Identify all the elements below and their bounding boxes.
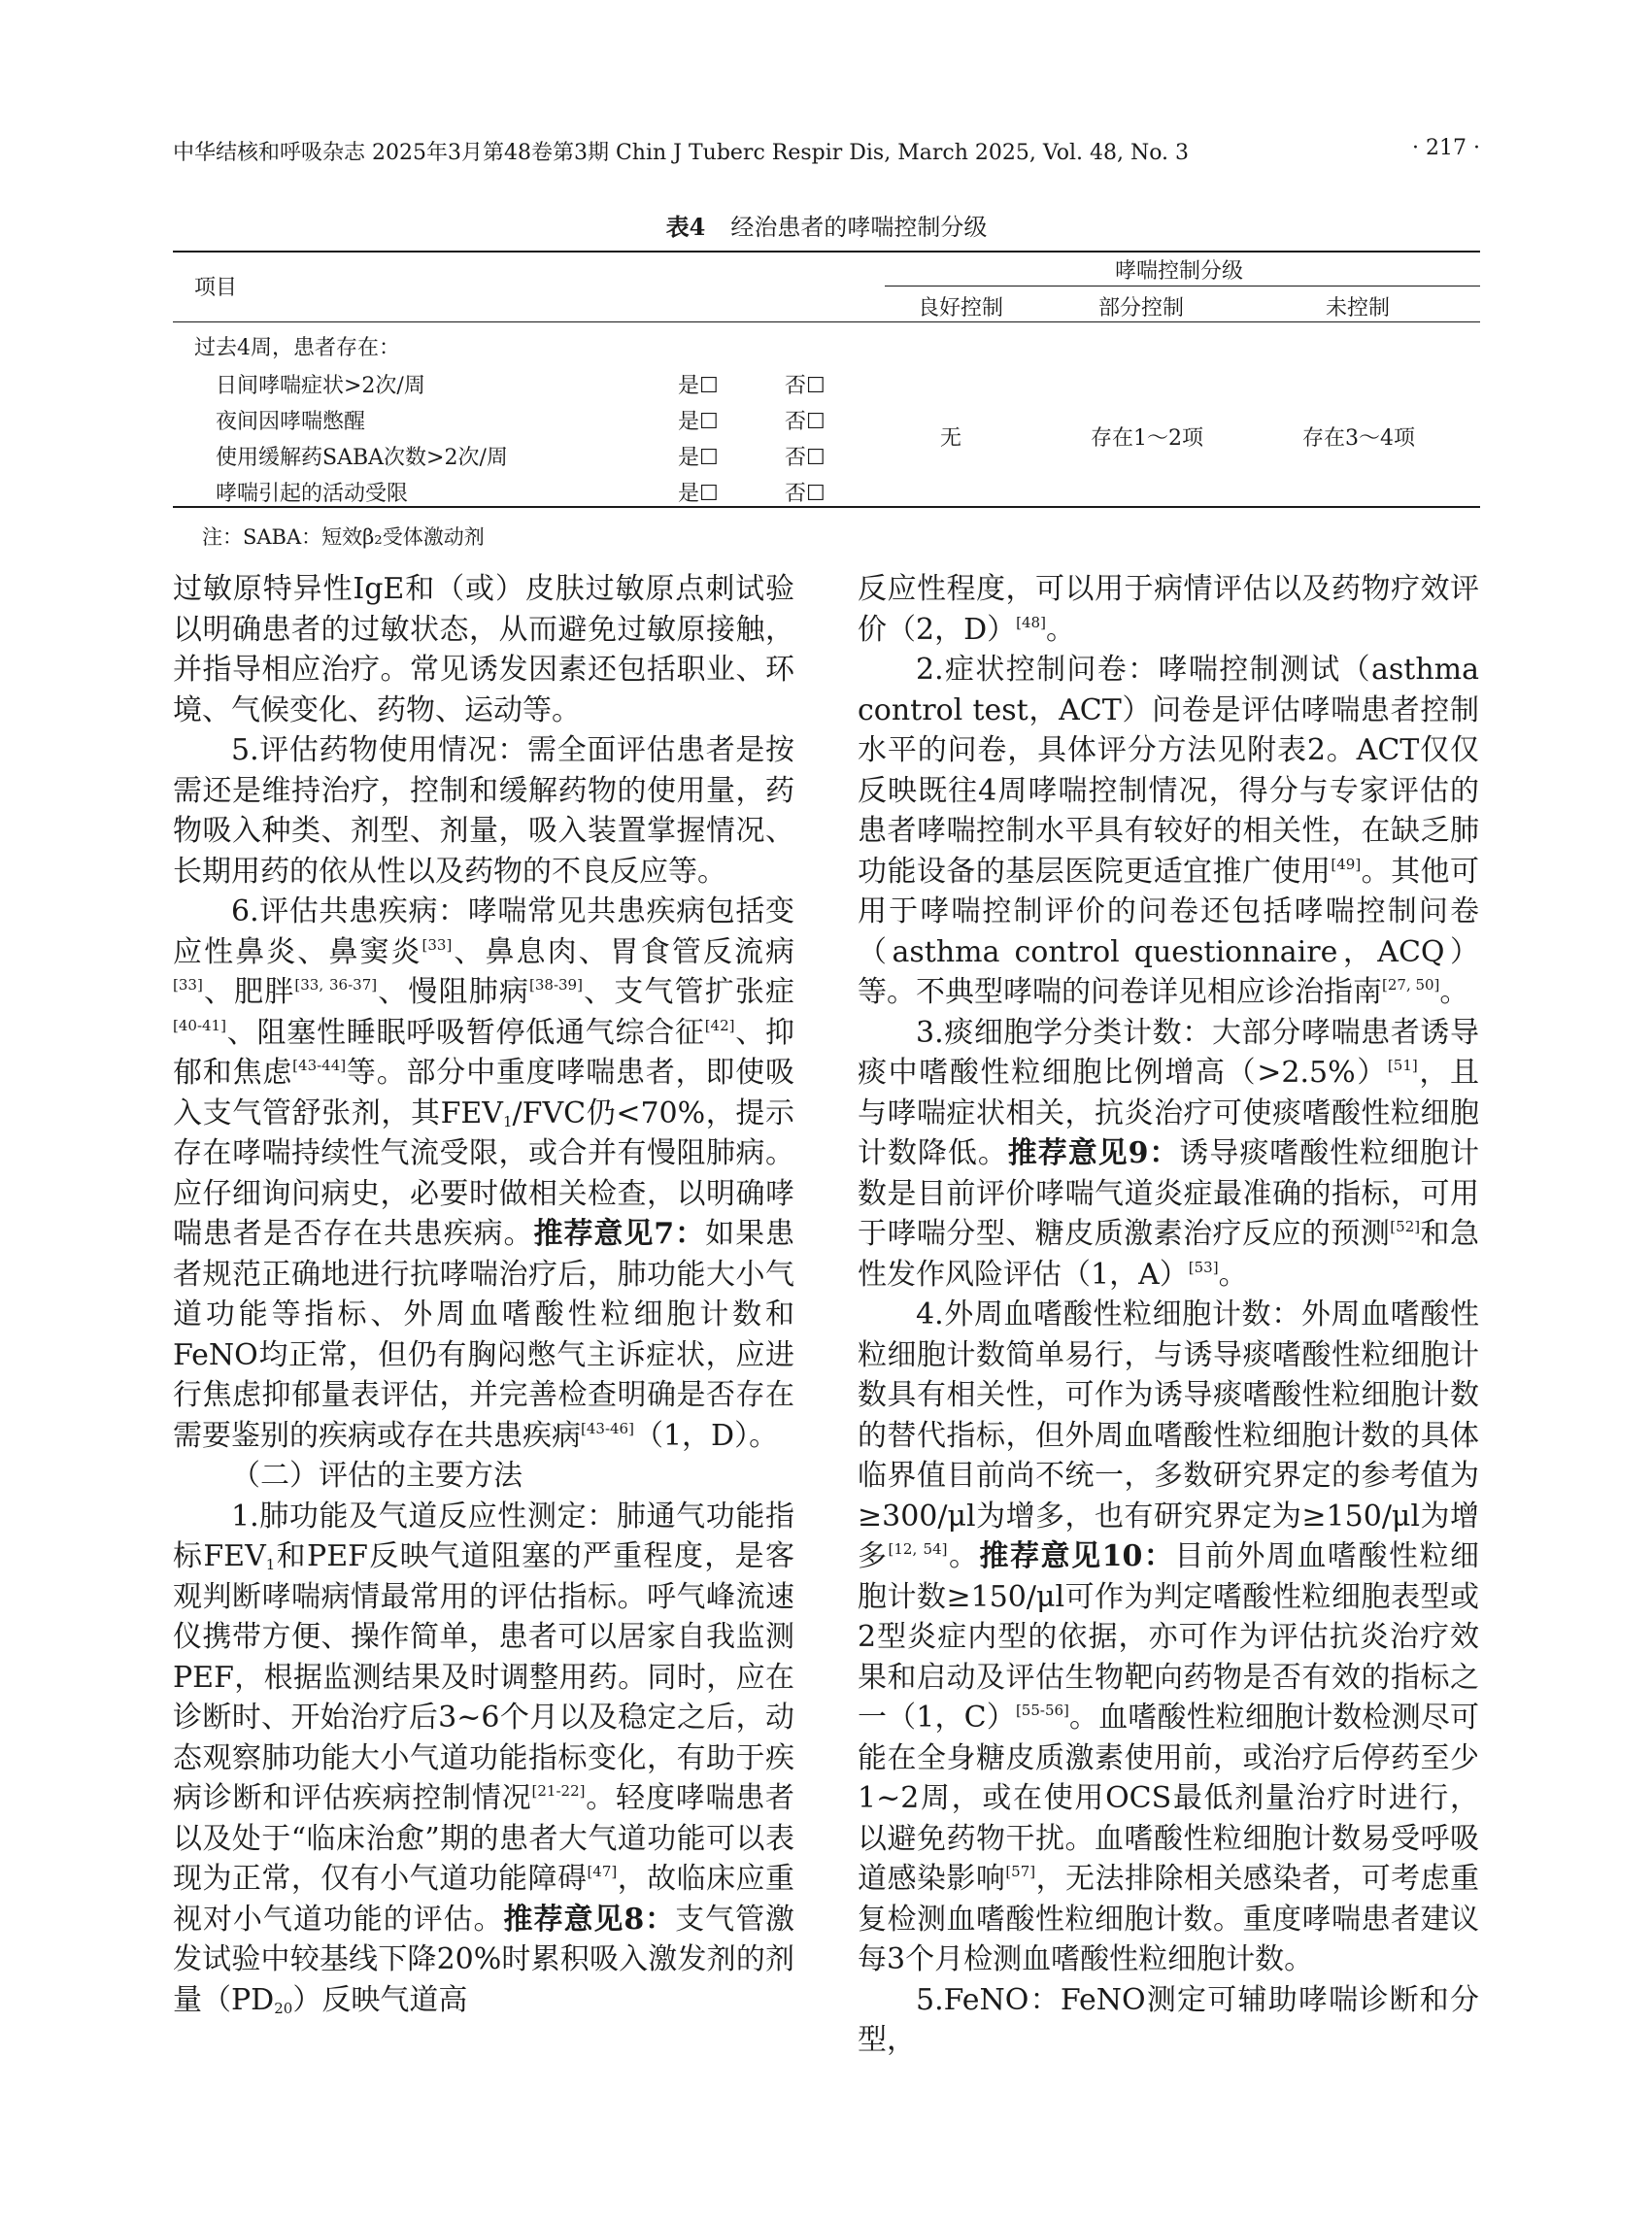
yes-checkbox: 是☐	[678, 482, 719, 506]
row-label: 夜间因哮喘憋醒	[216, 410, 366, 434]
recommendation-10-label: 推荐意见10：	[979, 1539, 1175, 1573]
paragraph: 2.症状控制问卷：哮喘控制测试（asthma control test，ACT）问卷是评估哮喘患者控制水平的问卷，具体评分方法见附表2。ACT仅仅反映既往4周哮喘控制情况，得分与专家评估的患者哮喘控制水平具有较好的相关性，在缺乏肺功能设备的基层医院更适宜推广使用[49]。其他可用于哮喘控制评价的问卷还包括哮喘控制问卷（asthma control questionnaire，ACQ）等。不典型哮喘的问卷详见相应诊治指南[27, 50]。	[858, 653, 1480, 1009]
col-header-good: 良好控制	[918, 296, 1004, 320]
table-top-rule	[173, 251, 1480, 253]
row-label: 哮喘引起的活动受限	[216, 482, 409, 506]
no-checkbox: 否☐	[785, 482, 826, 506]
result-partial: 存在1～2项	[1091, 426, 1203, 451]
col-header-group: 哮喘控制分级	[1115, 259, 1244, 284]
no-checkbox: 否☐	[785, 446, 826, 470]
paragraph: 4.外周血嗜酸性粒细胞计数：外周血嗜酸性粒细胞计数简单易行，与诱导痰嗜酸性粒细胞计数具有相关性，可作为诱导痰嗜酸性粒细胞计数的替代指标，但外周血嗜酸性粒细胞计数的具体临界值目前尚不统一，多数研究界定的参考值为≥300/μl为增多，也有研究界定为≥150/μl为增多[12, 54]。推荐意见10：目前外周血嗜酸性粒细胞计数≥150/μl可作为判定嗜酸性粒细胞表型或2型炎症内型的依据，亦可作为评估抗炎治疗效果和启动及评估生物靶向药物是否有效的指标之一（1，C）[55-56]。血嗜酸性粒细胞计数检测尽可能在全身糖皮质激素使用前，或治疗后停药至少1~2周，或在使用OCS最低剂量治疗时进行，以避免药物干扰。血嗜酸性粒细胞计数易受呼吸道感染影响[57]，无法排除相关感染者，可考虑重复检测血嗜酸性粒细胞计数。重度哮喘患者建议每3个月检测血嗜酸性粒细胞计数。	[858, 1298, 1480, 1976]
yes-checkbox: 是☐	[678, 374, 719, 398]
table-title	[173, 208, 1480, 242]
journal-citation: 中华结核和呼吸杂志 2025年3月第48卷第3期 Chin J Tuberc Respir Dis, March 2025, Vol. 48, No. 3	[173, 141, 1190, 165]
paragraph: 3.痰细胞学分类计数：大部分哮喘患者诱导痰中嗜酸性粒细胞比例增高（>2.5%）[51]，且与哮喘症状相关，抗炎治疗可使痰嗜酸性粒细胞计数降低。推荐意见9：诱导痰嗜酸性粒细胞计数是目前评价哮喘气道炎症最准确的指标，可用于哮喘分型、糖皮质激素治疗反应的预测[52]和急性发作风险评估（1，A）[53]。	[858, 1015, 1480, 1292]
col-header-partial: 部分控制	[1098, 296, 1185, 320]
table-group-rule	[885, 286, 1480, 287]
table-note: 注：SABA：短效β₂受体激动剂	[202, 525, 485, 549]
col-header-item: 项目	[194, 276, 238, 300]
paragraph: 过敏原特异性IgE和（或）皮肤过敏原点刺试验以明确患者的过敏状态，从而避免过敏原接触，并指导相应治疗。常见诱发因素还包括职业、环境、气候变化、药物、运动等。	[173, 572, 794, 727]
result-good: 无	[940, 426, 962, 451]
left-column	[173, 569, 794, 2020]
table-head-rule	[173, 321, 1480, 322]
right-column	[858, 569, 1479, 2061]
row-label: 使用缓解药SABA次数>2次/周	[216, 446, 508, 470]
no-checkbox: 否☐	[785, 410, 826, 434]
yes-checkbox: 是☐	[678, 410, 719, 434]
table-number: 表4	[665, 213, 706, 241]
paragraph: 1.肺功能及气道反应性测定：肺通气功能指标$FEV_1$和PEF反映气道阻塞的严重程度，是客观判断哮喘病情最常用的评估指标。呼气峰流速仪携带方便、操作简单，患者可以居家自我监测PEF，根据监测结果及时调整用药。同时，应在诊断时、开始治疗后3~6个月以及稳定之后，动态观察肺功能大小气道功能指标变化，有助于疾病诊断和评估疾病控制情况[21-22]。轻度哮喘患者以及处于“临床治愈”期的患者大气道功能可以表现为正常，仅有小气道功能障碍[47]，故临床应重视对小气道功能的评估。推荐意见8：支气管激发试验中较基线下降20%时累积吸入激发剂的剂量$(PD_{20})$反映气道高	[173, 1499, 795, 2017]
asthma-control-table	[173, 251, 1480, 508]
recommendation-8-label: 推荐意见8：	[503, 1902, 676, 1937]
result-uncontrolled: 存在3～4项	[1302, 426, 1415, 451]
table-caption: 经治患者的哮喘控制分级	[730, 214, 988, 241]
paragraph: 6.评估共患疾病：哮喘常见共患疾病包括变应性鼻炎、鼻窦炎[33]、鼻息肉、胃食管反流病[33]、肥胖[33, 36-37]、慢阻肺病[38-39]、支气管扩张症[40-41]、阻塞性睡眠呼吸暂停低通气综合征[42]、抑郁和焦虑[43-44]等。部分中重度哮喘患者，即使吸入支气管舒张剂，其$FEV_1$/FVC仍<70%，提示存在哮喘持续性气流受限，或合并有慢阻肺病。应仔细询问病史，必要时做相关检查，以明确哮喘患者是否存在共患疾病。推荐意见7：如果患者规范正确地进行抗哮喘治疗后，肺功能大小气道功能等指标、外周血嗜酸性粒细胞计数和FeNO均正常，但仍有胸闷憋气主诉症状，应进行焦虑抑郁量表评估，并完善检查明确是否存在需要鉴别的疾病或存在共患疾病[43-46]（1，D）。	[173, 894, 795, 1453]
row-label: 日间哮喘症状>2次/周	[216, 374, 425, 398]
yes-checkbox: 是☐	[678, 446, 719, 470]
col-header-uncontrolled: 未控制	[1326, 296, 1391, 320]
page-number: · 217 ·	[1412, 136, 1480, 160]
running-header	[173, 136, 1480, 169]
no-checkbox: 否☐	[785, 374, 826, 398]
paragraph: 反应性程度，可以用于病情评估以及药物疗效评价（2，D）[48]。	[858, 572, 1479, 647]
section-heading: （二）评估的主要方法	[231, 1459, 523, 1493]
paragraph: 5.FeNO：FeNO测定可辅助哮喘诊断和分型，	[858, 1982, 1479, 2057]
recommendation-7-label: 推荐意见7：	[533, 1217, 706, 1251]
paragraph: 5.评估药物使用情况：需全面评估患者是按需还是维持治疗，控制和缓解药物的使用量，药物吸入种类、剂型、剂量，吸入装置掌握情况、长期用药的依从性以及药物的不良反应等。	[173, 733, 794, 889]
table-section-label: 过去4周，患者存在：	[194, 336, 400, 360]
recommendation-9-label: 推荐意见9：	[1007, 1136, 1180, 1170]
